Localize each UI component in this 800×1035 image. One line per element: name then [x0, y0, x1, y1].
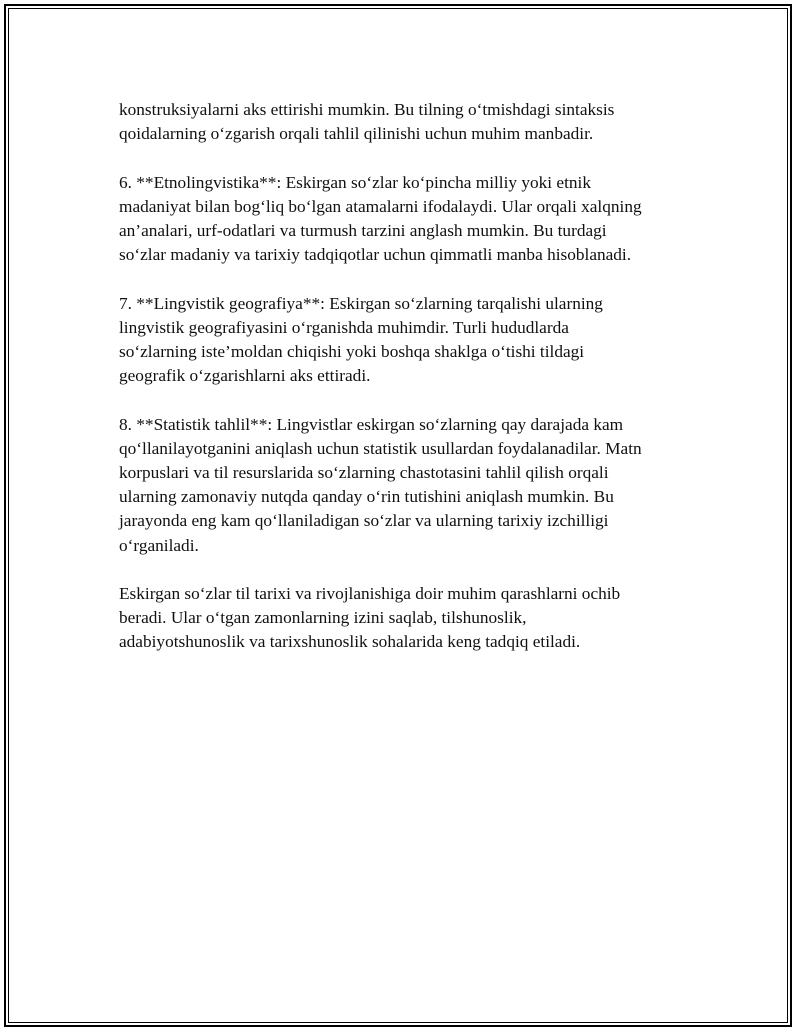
text-line: madaniyat bilan bog‘liq bo‘lgan atamalarni ifodalaydi. Ular orqali xalqning: [119, 196, 642, 216]
text-line: 7. **Lingvistik geografiya**: Eskirgan so‘zlarning tarqalishi ularning: [119, 293, 603, 313]
text-line: an’analari, urf-odatlari va turmush tarzini anglash mumkin. Bu turdagi: [119, 221, 607, 240]
text-line: 8. **Statistik tahlil**: Lingvistlar eskirgan so‘zlarning qay darajada kam: [119, 414, 624, 434]
text-line: so‘zlar madaniy va tarixiy tadqiqotlar uchun qimmatli manba hisoblanadi.: [119, 245, 632, 265]
text-line: so‘zlarning iste’moldan chiqishi yoki boshqa shaklga o‘tishi tildagi: [119, 342, 585, 361]
document-body: [119, 98, 699, 679]
text-line: qoidalarning o‘zgarish orqali tahlil qilinishi uchun muhim manbadir.: [119, 124, 594, 144]
text-line: beradi. Ular o‘tgan zamonlarning izini saqlab, tilshunoslik,: [119, 608, 527, 628]
text-line: geografik o‘zgarishlarni aks ettiradi.: [119, 366, 371, 386]
text-line: o‘rganiladi.: [119, 535, 199, 555]
text-line: konstruksiyalarni aks ettirishi mumkin. Bu tilning o‘tmishdagi sintaksis: [119, 100, 615, 119]
paragraph-statistik-tahlil: [119, 413, 699, 558]
text-line: korpuslari va til resurslarida so‘zlarning chastotasini tahlil qilish orqali: [119, 463, 609, 482]
text-line: ularning zamonaviy nutqda qanday o‘rin tutishini aniqlash mumkin. Bu: [119, 487, 614, 507]
text-line: lingvistik geografiyasini o‘rganishda muhimdir. Turli hududlarda: [119, 317, 569, 337]
text-line: 6. **Etnolingvistika**: Eskirgan so‘zlar ko‘pincha milliy yoki etnik: [119, 172, 591, 192]
paragraph-conclusion: [119, 582, 699, 655]
text-line: adabiyotshunoslik va tarixshunoslik sohalarida keng tadqiq etiladi.: [119, 632, 581, 652]
paragraph-etnolingvistika: [119, 171, 699, 268]
text-line: jarayonda eng kam qo‘llaniladigan so‘zlar va ularning tarixiy izchilligi: [119, 511, 609, 531]
page-frame: [4, 4, 792, 1027]
text-line: qo‘llanilayotganini aniqlash uchun statistik usullardan foydalanadilar. Matn: [119, 438, 642, 458]
text-line: Eskirgan so‘zlar til tarixi va rivojlanishiga doir muhim qarashlarni ochib: [119, 584, 621, 603]
paragraph-continuation: [119, 98, 699, 146]
paragraph-lingvistik-geografiya: [119, 292, 699, 389]
